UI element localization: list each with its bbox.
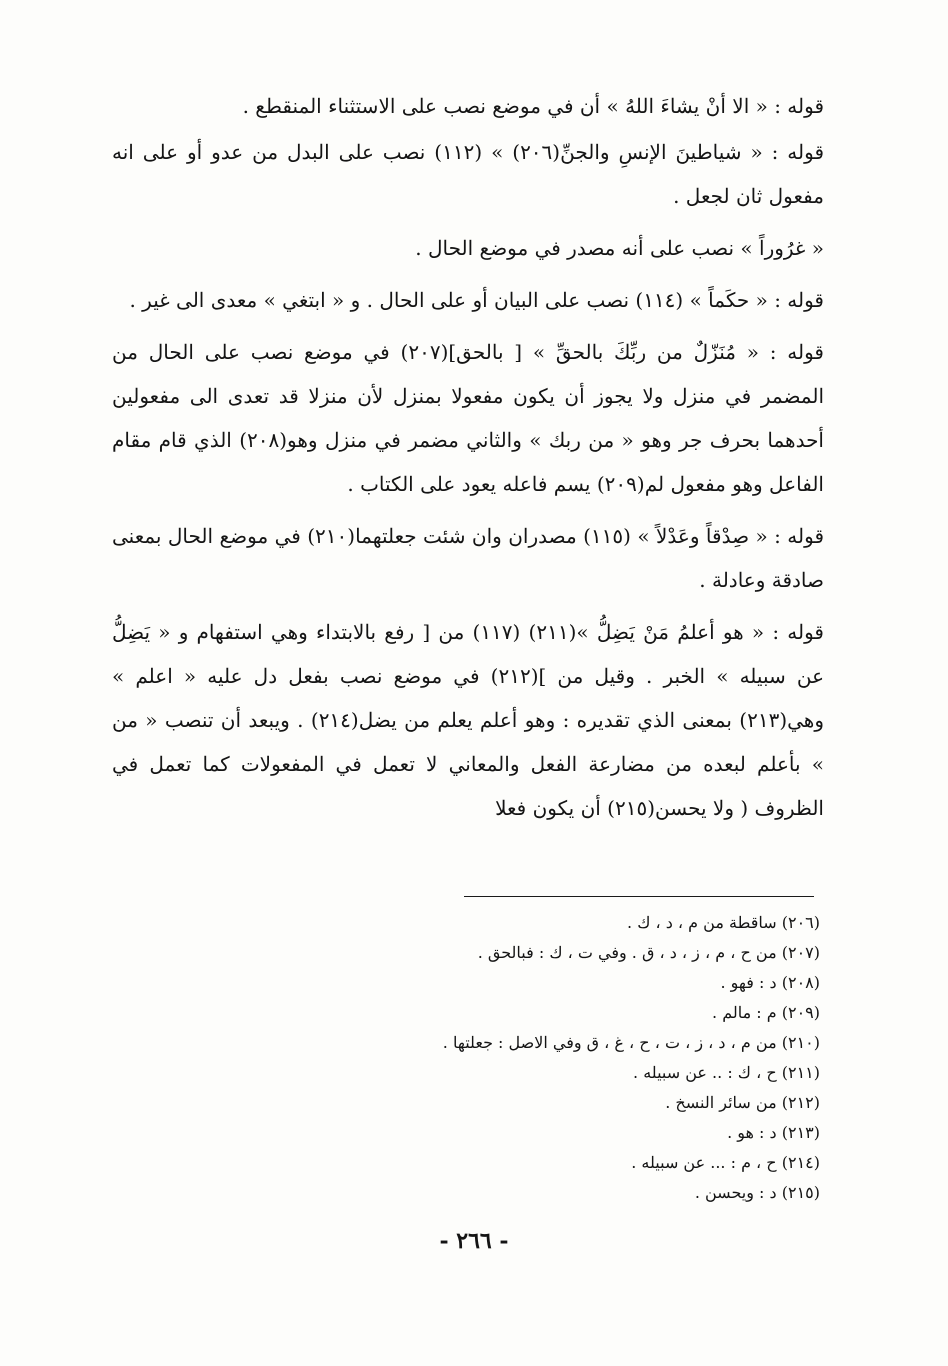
footnotes — [112, 908, 820, 1208]
footnote-207: (٢٠٧) من ح ، م ، ز ، د ، ق . وفي ت ، ك : فبالحق . — [477, 943, 820, 962]
paragraph-4: قوله : « حكَماً » (١١٤) نصب على البيان أو على الحال . و « ابتغي » معدى الى غير . — [129, 288, 824, 312]
paragraph-5: قوله : « مُنَزّلٌ من ربِّكَ بالحقِّ » [ بالحق](٢٠٧) في موضع نصب على الحال من المضمر في منزل ولا يجوز أن يكون مفعولا بمنزل لأن منزلا قد تعدى الى مفعولين أحدهما بحرف جر وهو « من ربك » والثاني مضمر في منزل وهو(٢٠٨) الذي قام مقام الفاعل وهو مفعول لم(٢٠٩) يسم فاعله يعود على الكتاب . — [112, 340, 824, 496]
footnote-208: (٢٠٨) د : فهو . — [720, 973, 820, 992]
paragraph-3: « غرُوراً » نصب على أنه مصدر في موضع الحال . — [415, 236, 824, 260]
main-text — [112, 84, 824, 838]
paragraph-2: قوله : « شياطينَ الإنسِ والجنِّ(٢٠٦) » (١١٢) نصب على البدل من عدو أو على انه مفعول ثان لجعل . — [112, 140, 825, 208]
footnote-213: (٢١٣) د : هو . — [727, 1123, 820, 1142]
footnote-212: (٢١٢) من سائر النسخ . — [665, 1093, 820, 1112]
paragraph-6: قوله : « صِدْقاً وعَدْلاً » (١١٥) مصدران وان شئت جعلتهما(٢١٠) في موضع الحال بمعنى صادقة وعادلة . — [112, 524, 825, 592]
page-number: - ٢٦٦ - — [439, 1228, 509, 1254]
footnote-215: (٢١٥) د : ويحسن . — [694, 1183, 820, 1202]
footnote-separator — [464, 896, 814, 897]
footnote-210: (٢١٠) من م ، د ، ز ، ت ، ح ، غ ، ق وفي الاصل : جعلتها . — [442, 1033, 820, 1052]
footnote-206: (٢٠٦) ساقطة من م ، د ، ك . — [627, 913, 820, 932]
footnote-211: (٢١١) ح ، ك : .. عن سبيله . — [633, 1063, 820, 1082]
footnote-214: (٢١٤) ح ، م : ... عن سبيله . — [631, 1153, 820, 1172]
footnote-209: (٢٠٩) م : مالم . — [712, 1003, 820, 1022]
paragraph-7: قوله : « هو أعلمُ مَنْ يَضِلُّ »(٢١١) (١١٧) من [ رفع بالابتداء وهي استفهام و « يَضِلُّ عن سبيله » الخبر . وقيل من ](٢١٢) في موضع نصب بفعل دل عليه « اعلم » وهي(٢١٣) بمعنى الذي تقديره : وهو أعلم يعلم من يضل(٢١٤) . ويبعد أن تنصب « من » بأعلم لبعده من مضارعة الفعل والمعاني لا تعمل في المفعولات كما تعمل في الظروف ( ولا يحسن(٢١٥) أن يكون فعلا — [112, 620, 825, 820]
paragraph-1: قوله : « الا أنْ يشاءَ اللهُ » أن في موضع نصب على الاستثناء المنقطع . — [242, 94, 824, 118]
